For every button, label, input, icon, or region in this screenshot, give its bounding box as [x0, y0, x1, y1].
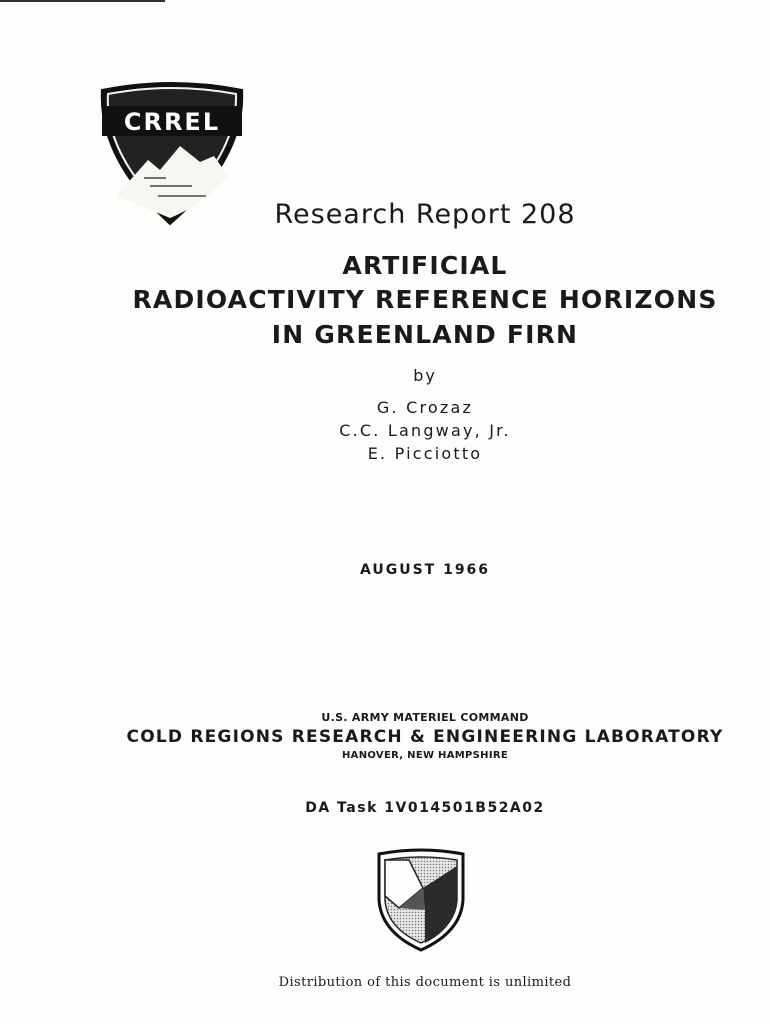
laboratory-location: HANOVER, NEW HAMPSHIRE: [342, 750, 508, 761]
top-edge-line: [0, 0, 165, 2]
crrel-logo-text: CRREL: [123, 108, 221, 136]
author-2: C.C. Langway, Jr.: [339, 421, 511, 440]
byline: by: [413, 366, 437, 385]
da-task-number: DA Task 1V014501B52A02: [305, 800, 545, 816]
report-number-title: Research Report 208: [274, 199, 576, 230]
laboratory-name: COLD REGIONS RESEARCH & ENGINEERING LABORATORY: [126, 727, 724, 747]
command-name: U.S. ARMY MATERIEL COMMAND: [321, 711, 529, 724]
author-1: G. Crozaz: [376, 398, 474, 417]
title-line-3: IN GREENLAND FIRN: [271, 320, 579, 349]
author-3: E. Picciotto: [367, 444, 483, 463]
army-materiel-command-emblem: [375, 848, 467, 952]
distribution-statement: Distribution of this document is unlimited: [278, 975, 572, 990]
title-line-1: ARTIFICIAL: [342, 251, 508, 280]
publication-date: AUGUST 1966: [359, 562, 491, 578]
title-line-2: RADIOACTIVITY REFERENCE HORIZONS: [132, 285, 718, 314]
